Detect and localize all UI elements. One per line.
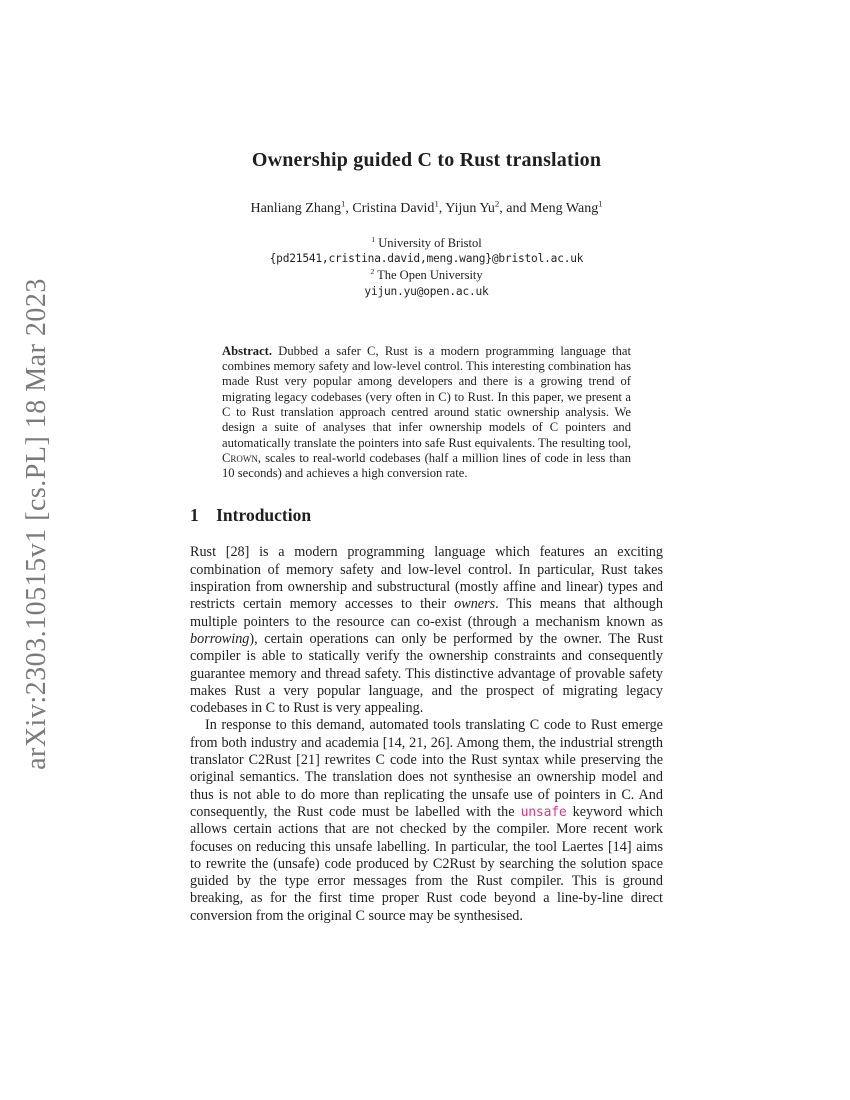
text-segment: Rust [28] is a modern programming language which features an exciting combination of memory safety and low-level control. In particular, Rust takes inspiration from ownership and substructural (mostly affine and linear) types and restricts certain memory accesses to their xyxy=(190,544,663,613)
author-affiliation-marker: 2 xyxy=(494,198,500,209)
text-segment-code-pink: unsafe xyxy=(520,804,567,820)
section-heading xyxy=(190,505,663,526)
arxiv-watermark: arXiv:2303.10515v1 [cs.PL] 18 Mar 2023 xyxy=(21,278,52,770)
paragraph xyxy=(190,717,663,925)
text-segment: . This means that although multiple pointers to the resource can co-exist (through a mechanism known as xyxy=(190,596,663,630)
author-affiliation-marker: 1 xyxy=(598,198,603,209)
author: Yijun Yu$^2$, and xyxy=(445,198,530,216)
author-line xyxy=(190,200,663,218)
affiliation-institution: $^1$ University of Bristol xyxy=(371,234,482,250)
affiliation-email: {pd21541,cristina.david,meng.wang}@bristol.ac.uk xyxy=(269,252,584,266)
text-segment: , scales to real-world codebases (half a million lines of code in less than 10 seconds) and achieves a high conversion rate. xyxy=(222,450,631,481)
text-segment: In response to this demand, automated tools translating C code to Rust emerge from both industry and academia [14, 21, 26]. Among them, the industrial strength translator C2Rust [21] rewrites C code into the Rust syntax while preserving the original semantics. The translation does not synthesise an ownership model and thus is not able to do more than replicating the unsafe use of pointers in C. And consequently, the Rust code must be labelled with the xyxy=(190,717,663,820)
text-segment-sc: Crown xyxy=(222,450,258,465)
paper-title: Ownership guided C to Rust translation xyxy=(251,149,602,171)
abstract xyxy=(222,344,631,482)
affiliation-institution: $^2$ The Open University xyxy=(370,267,483,283)
section-title: Introduction xyxy=(216,505,312,526)
paragraph xyxy=(190,544,663,717)
author-affiliation-marker: 1 xyxy=(341,198,346,209)
text-segment: Dubbed a safer C, Rust is a modern programming language that combines memory safety and low-level control. This interesting combination has made Rust very popular among developers and there is a growing trend of migrating legacy codebases (very often in C) to Rust. In this paper, we present a C to Rust translation approach centred around static ownership analysis. We design a suite of analyses that infer ownership models of C pointers and automatically translate the pointers into safe Rust equivalents. The resulting tool, xyxy=(222,343,631,450)
section-number: 1 xyxy=(190,505,199,526)
text-segment-i: borrowing xyxy=(190,630,250,647)
text-segment-i: owners xyxy=(454,596,496,613)
affiliation-email: yijun.yu@open.ac.uk xyxy=(364,284,489,298)
author-affiliation-marker: 1 xyxy=(434,198,439,209)
text-segment-b: Abstract. xyxy=(222,343,273,358)
paper-content xyxy=(190,0,663,925)
author: Hanliang Zhang$^1$, xyxy=(250,198,353,216)
text-segment: keyword which allows certain actions that are not checked by the compiler. More recent work focuses on reducing this unsafe labelling. In particular, the tool Laertes [14] aims to rewrite the (unsafe) code produced by C2Rust by searching the solution space guided by the type error messages from the Rust compiler. This is ground breaking, as for the first time proper Rust code beyond a line-by-line direct conversion from the original C source may be synthesised. xyxy=(190,803,663,924)
author: Cristina David$^1$, xyxy=(352,198,446,216)
text-segment: ), certain operations can only be performed by the owner. The Rust compiler is able to statically verify the ownership constraints and consequently guarantee memory and thread safety. This distinctive advantage of provable safety makes Rust a very popular language, and the prospect of migrating legacy codebases in C to Rust is very appealing. xyxy=(190,630,663,717)
author: Meng Wang$^1$ xyxy=(529,198,603,216)
affiliations-block xyxy=(190,235,663,300)
